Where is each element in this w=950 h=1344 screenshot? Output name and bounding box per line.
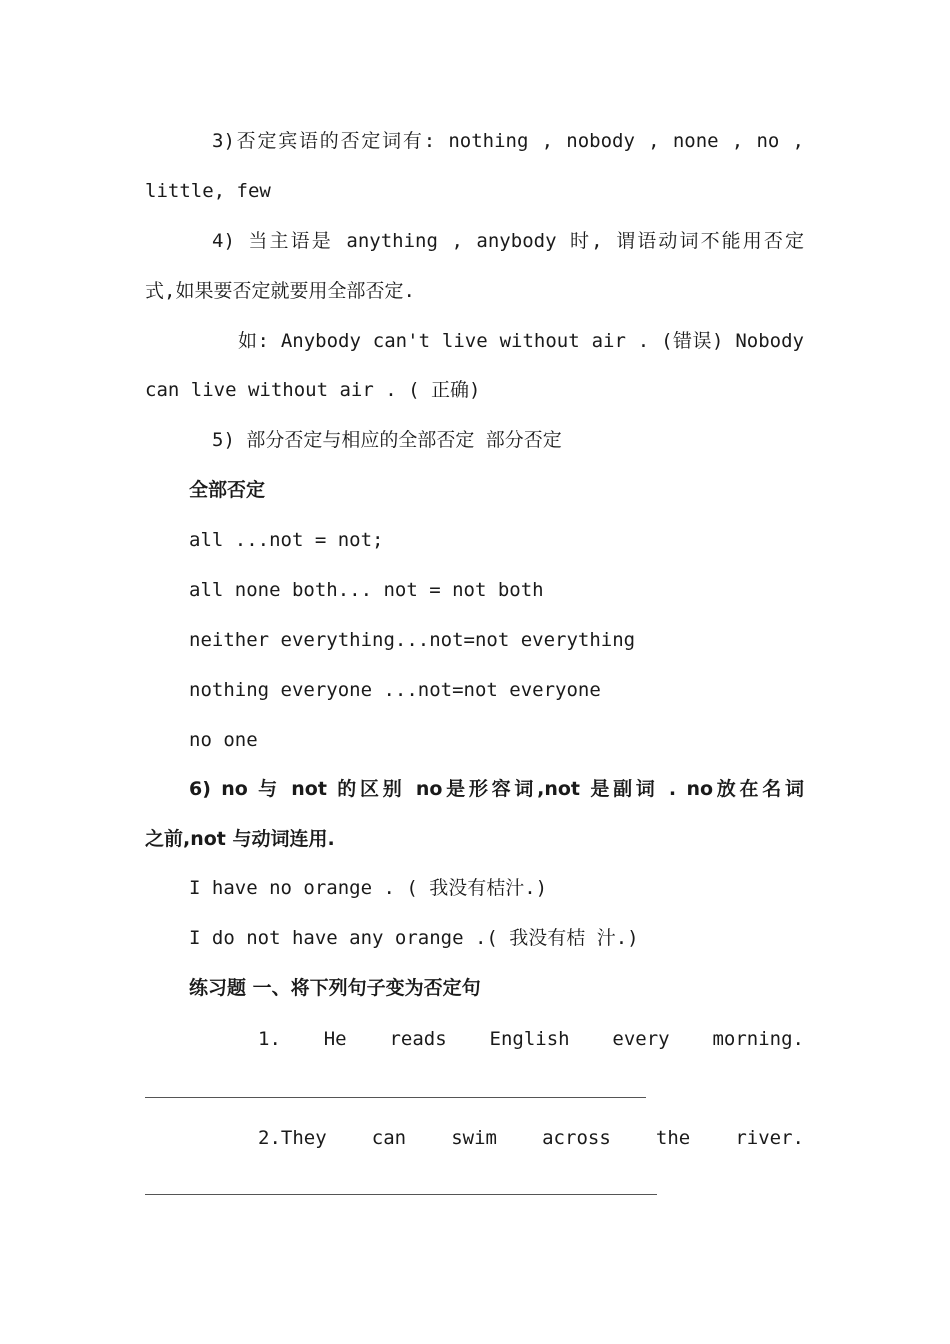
example-continuation: can live without air . ( 正确) (145, 379, 481, 401)
negation-pair-4: nothing everyone ...not=not everyone (189, 679, 601, 701)
exercise-item-2: 2.They can swim across the river. (258, 1127, 804, 1149)
answer-line-2[interactable] (145, 1194, 657, 1195)
example-no-orange: I have no orange . ( 我没有桔汁.) (189, 877, 548, 899)
exercise-heading: 练习题 一、将下列句子变为否定句 (189, 977, 481, 999)
full-negation-heading: 全部否定 (189, 479, 266, 501)
negation-pair-2: all none both... not = not both (189, 579, 544, 601)
answer-line-1[interactable] (145, 1097, 646, 1098)
rule-4-subject-anything: 4) 当主语是 anything , anybody 时, 谓语动词不能用否定 (212, 230, 804, 252)
negation-pair-3: neither everything...not=not everything (189, 629, 636, 651)
negation-pair-5: no one (189, 729, 258, 751)
rule-4-continuation: 式,如果要否定就要用全部否定. (145, 280, 415, 302)
exercise-item-1: 1. He reads English every morning. (258, 1028, 804, 1050)
rule-3-negative-objects: 3)否定宾语的否定词有: nothing , nobody , none , no , (212, 130, 804, 152)
rule-6-no-vs-not: 6) no 与 not 的区别 no是形容词,not 是副词 . no放在名词 (189, 778, 804, 800)
example-anybody: 如: Anybody can't live without air . (错误) Nobody (238, 330, 804, 352)
example-not-any-orange: I do not have any orange .( 我没有桔 汁.) (189, 927, 639, 949)
negation-pair-1: all ...not = not; (189, 529, 384, 551)
rule-3-continuation: little, few (145, 180, 271, 202)
rule-6-continuation: 之前,not 与动词连用. (145, 828, 335, 850)
rule-5-partial-negation: 5) 部分否定与相应的全部否定 部分否定 (212, 429, 562, 451)
